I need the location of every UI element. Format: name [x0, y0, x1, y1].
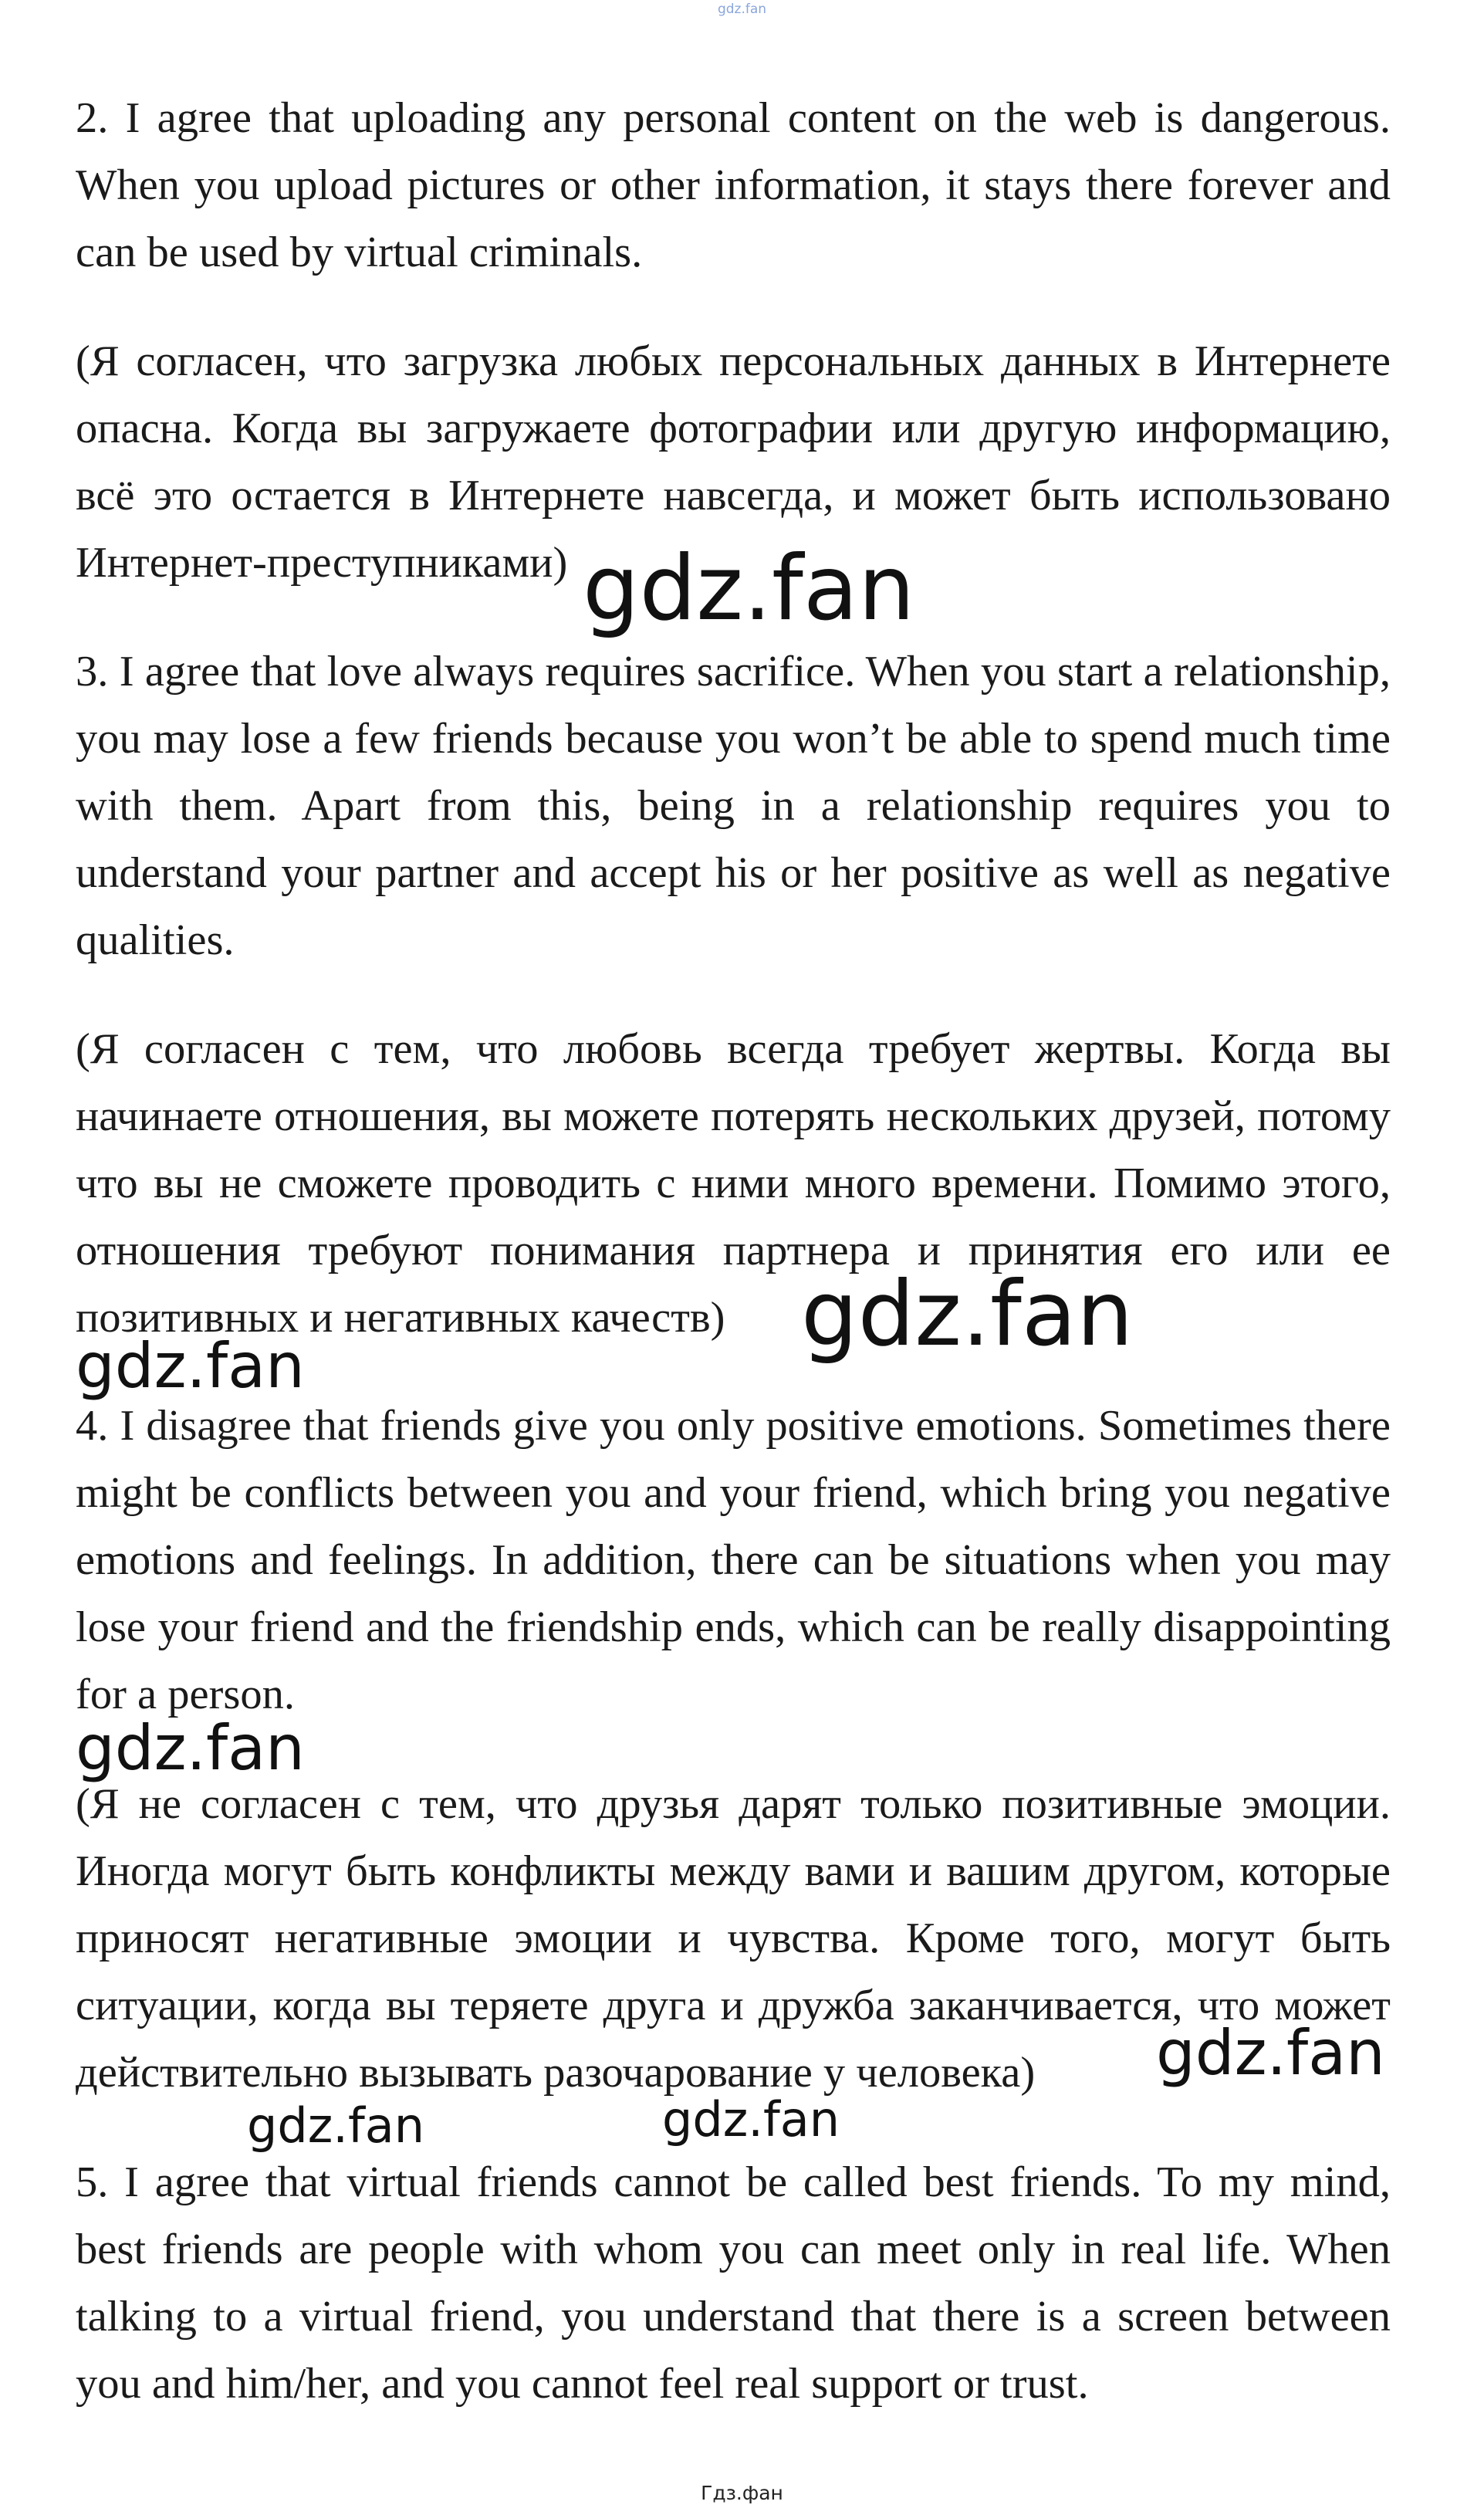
watermark: gdz.fan [583, 537, 915, 641]
header-site-mark: gdz.fan [717, 2, 767, 17]
watermark: gdz.fan [801, 1262, 1134, 1366]
paragraph-4-translation: (Я не согласен с тем, что друзья дарят только позитивные эмоции. Иногда могут быть конфликты между вами и вашим другом, которые приносят негативные эмоции и чувства. Кроме того, могут быть ситуации, когда вы теряете друга и дружба заканчивается, что может действительно вызывать разочарование у человека) [76, 1780, 1391, 2097]
footer-site-name: Гдз.фан [701, 2482, 783, 2504]
watermark: gdz.fan [1156, 2017, 1385, 2089]
paragraph-3: 3. I agree that love always requires sacrifice. When you start a relationship, you may lose a few friends because you won’t be able to spend much time with them. Apart from this, being in a relationship requires you to understand your partner and accept his or her positive as well as negative qualities. [76, 648, 1391, 964]
paragraph-5: 5. I agree that virtual friends cannot be called best friends. To my mind, best friends are people with whom you can meet only in real life. When talking to a virtual friend, you understand that there is a screen between you and him/her, and you cannot feel real support or trust. [76, 2158, 1391, 2408]
watermark: gdz.fan [247, 2097, 425, 2154]
watermark: gdz.fan [662, 2091, 840, 2148]
paragraph-2: 2. I agree that uploading any personal content on the web is dangerous. When you upload pictures or other information, it stays there forever and can be used by virtual criminals. [76, 94, 1391, 276]
watermark: gdz.fan [76, 1712, 305, 1784]
paragraph-3-translation: (Я согласен с тем, что любовь всегда требует жертвы. Когда вы начинаете отношения, вы можете потерять нескольких друзей, потому что вы не сможете проводить с ними много времени. Помимо этого, отношения требуют понимания партнера и принятия его или ее позитивных и негативных качеств) [76, 1025, 1391, 1342]
paragraph-4: 4. I disagree that friends give you only positive emotions. Sometimes there might be conflicts between you and your friend, which bring you negative emotions and feelings. In addition, there can be situations when you may lose your friend and the friendship ends, which can be really disappointing for a person. [76, 1402, 1391, 1718]
watermark: gdz.fan [76, 1330, 305, 1402]
paragraph-2-translation: (Я согласен, что загрузка любых персональных данных в Интернете опасна. Когда вы загружаете фотографии или другую информацию, всё это остается в Интернете навсегда, и может быть использовано Интернет-преступниками) [76, 337, 1391, 587]
